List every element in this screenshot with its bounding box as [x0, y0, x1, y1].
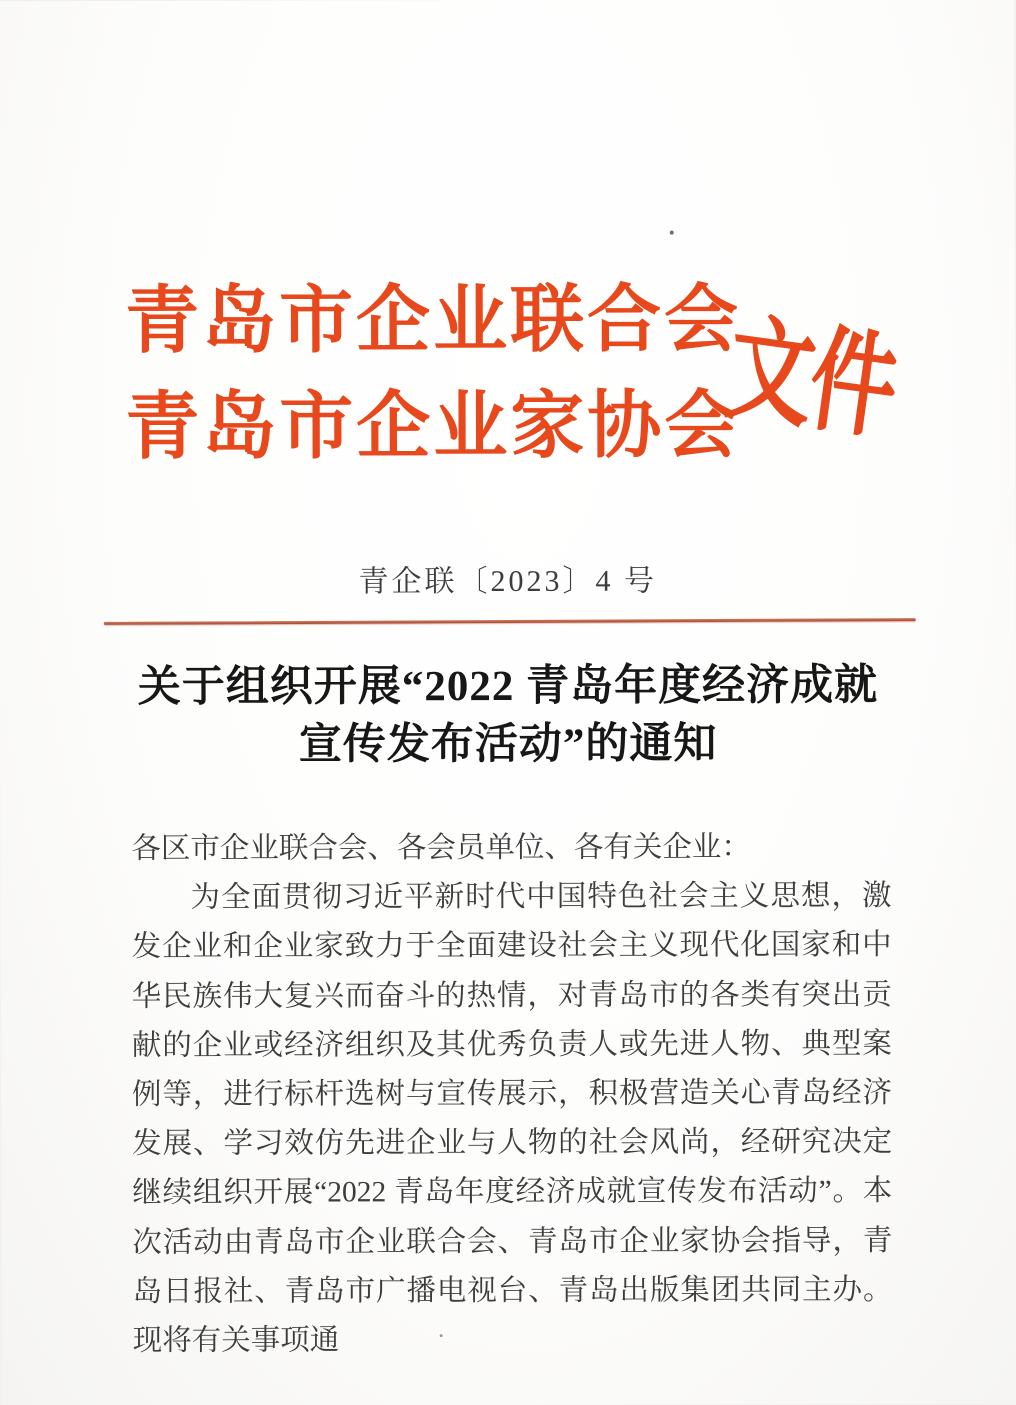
salutation-line: 各区市企业联合会、各会员单位、各有关企业：	[131, 831, 751, 865]
scan-speck	[440, 1334, 443, 1337]
red-divider-line	[104, 618, 916, 625]
notice-title	[0, 657, 1016, 776]
scan-speck	[670, 231, 674, 235]
doc-number: 青企联〔2023〕4 号	[358, 564, 657, 599]
notice-title-line2: 宣传发布活动”的通知	[298, 720, 718, 769]
letterhead	[125, 267, 738, 481]
doc-type-label: 文件	[719, 306, 902, 454]
body-paragraph: 为全面贯彻习近平新时代中国特色社会主义思想，激发企业和企业家致力于全面建设社会主义现代化国家和中华民族伟大复兴而奋斗的热情，对青岛市的各类有突出贡献的企业或经济组织及其优秀负责人或先进人物、典型案例等，进行标杆选树与宣传展示，积极营造关心青岛经济发展、学习效仿先进企业与人物的社会风尚，经研究决定继续组织开展“2022 青岛年度经济成就宣传发布活动”。本次活动由青岛市企业联合会、青岛市企业家协会指导，青岛日报社、青岛市广播电视台、青岛出版集团共同主办。现将有关事项通	[131, 880, 893, 1358]
body-content	[131, 823, 892, 1366]
org-name-line2: 青岛市企业家协会	[125, 385, 738, 470]
org-name-line1: 青岛市企业联合会	[124, 279, 738, 364]
notice-title-line1: 关于组织开展“2022 青岛年度经济成就	[137, 662, 879, 711]
